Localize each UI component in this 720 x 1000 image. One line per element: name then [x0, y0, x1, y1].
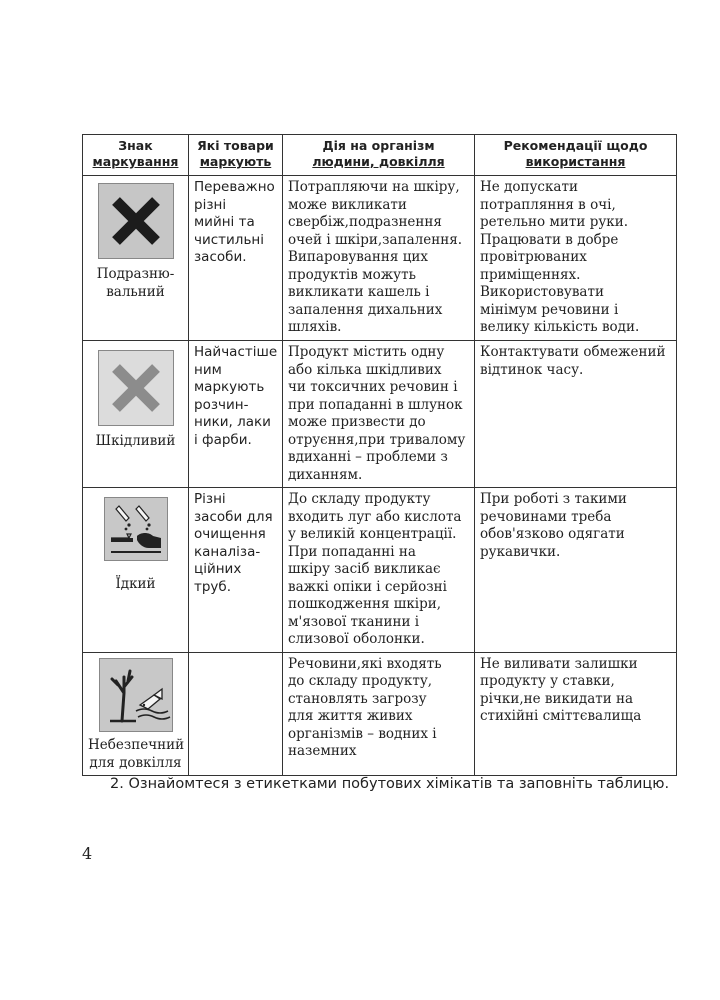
goods-line: різні [194, 196, 227, 213]
goods-line: Переважно [194, 179, 275, 195]
recommendation-line: Не допускати [480, 179, 578, 195]
effect-line: пошкодження шкіри, [288, 596, 442, 612]
recommendation-cell [475, 488, 677, 653]
header-effect-line1: Дія на організм [322, 138, 435, 153]
corrosive-icon [104, 497, 168, 561]
header-effect [283, 135, 475, 176]
effect-line: запалення дихальних [288, 301, 443, 318]
header-recommendation-line1: Рекомендації щодо [503, 138, 648, 153]
goods-line: маркують [194, 379, 265, 395]
goods-line: Найчастіше [194, 344, 278, 360]
recommendation-cell [475, 176, 677, 341]
header-goods-line2: маркують [199, 154, 272, 169]
sign-label-line: Небезпечний [88, 736, 185, 753]
recommendation-cell [475, 652, 677, 775]
effect-cell [283, 176, 475, 341]
effect-line: шляхів. [288, 319, 342, 335]
recommendation-line: велику кількість води. [480, 319, 640, 335]
recommendation-line: мінімум речовини і [480, 301, 619, 318]
goods-line: ним [194, 361, 222, 378]
effect-line: може призвести до [288, 414, 426, 430]
page-number: 4 [82, 844, 93, 863]
goods-cell [189, 341, 283, 488]
effect-line: викликати кашель і [288, 284, 430, 300]
hazard-labels-table [82, 134, 677, 776]
goods-cell [189, 488, 283, 653]
recommendation-line: ретельно мити руки. [480, 214, 628, 230]
effect-line: продуктів можуть [288, 266, 416, 283]
goods-cell [189, 652, 283, 775]
table-row [83, 176, 677, 341]
recommendation-line: Не виливати залишки [480, 655, 638, 672]
recommendation-line: Працювати в добре [480, 231, 619, 248]
recommendation-line: продукту у ставки, [480, 673, 615, 689]
goods-line: ційних [194, 561, 242, 577]
goods-line: засоби. [194, 249, 247, 265]
sign-cell [83, 488, 189, 653]
effect-line: важкі опіки і серйозні [288, 578, 447, 595]
sign-label-line: вальний [106, 284, 165, 300]
header-goods [189, 135, 283, 176]
sign-label-line: Подразню- [96, 266, 175, 282]
effect-line: може викликати [288, 196, 407, 213]
effect-line: чи токсичних речовин і [288, 379, 458, 395]
effect-line: для життя живих [288, 708, 413, 724]
table-header-row [83, 135, 677, 176]
task-caption: 2. Ознайомтеся з етикетками побутових хімікатів та заповніть таблицю. [110, 776, 670, 792]
header-sign [83, 135, 189, 176]
environment-hazard-icon [99, 658, 173, 732]
recommendation-line: потрапляння в очі, [480, 196, 616, 213]
recommendation-line: рукавички. [480, 543, 561, 560]
header-recommendation [475, 135, 677, 176]
effect-line: Продукт містить одну [288, 344, 445, 360]
effect-line: Речовини,які входять [288, 655, 442, 672]
effect-line: м'язової тканини і [288, 613, 420, 630]
header-sign-line1: Знак [118, 138, 153, 153]
effect-line: диханням. [288, 466, 363, 483]
effect-line: наземних [288, 743, 357, 759]
recommendation-line: Контактувати обмежений [480, 344, 666, 360]
goods-line: ники, лаки [194, 414, 271, 430]
goods-line: чистильні [194, 231, 264, 248]
effect-line: у великій концентрації. [288, 526, 457, 542]
header-recommendation-line2: використання [525, 154, 626, 169]
effect-line: Потрапляючи на шкіру, [288, 179, 460, 195]
sign-cell [83, 176, 189, 341]
goods-line: очищення [194, 526, 266, 542]
effect-line: отруєння,при тривалому [288, 431, 466, 448]
recommendation-line: річки,не викидати на [480, 690, 634, 707]
effect-line: шкіру засіб викликає [288, 561, 441, 577]
recommendation-line: приміщеннях. [480, 266, 581, 283]
effect-cell [283, 341, 475, 488]
recommendation-line: провітрюваних [480, 249, 587, 265]
effect-line: При попаданні на [288, 543, 416, 560]
effect-line: очей і шкіри,запалення. [288, 231, 463, 248]
effect-line: вдиханні – проблеми з [288, 449, 448, 465]
harmful-x-icon [98, 350, 174, 426]
sign-cell [83, 652, 189, 775]
goods-line: Різні [194, 491, 226, 507]
table-row [83, 488, 677, 653]
goods-line: і фарби. [194, 431, 252, 448]
sign-label-line: для довкілля [89, 754, 182, 771]
effect-line: До складу продукту [288, 491, 431, 507]
irritant-x-icon [98, 183, 174, 259]
effect-line: входить луг або кислота [288, 508, 462, 525]
sign-label-line: Їдкий [115, 576, 156, 592]
recommendation-line: При роботі з такими [480, 491, 627, 507]
effect-line: свербіж,подразнення [288, 214, 442, 230]
goods-line: труб. [194, 578, 232, 595]
effect-line: при попаданні в шлунок [288, 396, 463, 413]
goods-line: мийні та [194, 214, 255, 230]
recommendation-line: Використовувати [480, 284, 604, 300]
effect-line: до складу продукту, [288, 673, 433, 689]
effect-line: або кілька шкідливих [288, 361, 442, 378]
header-goods-line1: Які товари [197, 138, 274, 153]
effect-line: слизової оболонки. [288, 631, 425, 647]
recommendation-cell [475, 341, 677, 488]
header-effect-line2: людини, довкілля [312, 154, 445, 169]
effect-line: організмів – водних і [288, 725, 437, 742]
header-sign-line2: маркування [92, 154, 179, 169]
table-row [83, 341, 677, 488]
effect-cell [283, 652, 475, 775]
goods-line: засоби для [194, 508, 273, 525]
recommendation-line: стихійні сміттєвалища [480, 708, 642, 724]
recommendation-line: речовинами треба [480, 508, 612, 525]
sign-cell [83, 341, 189, 488]
goods-line: розчин- [194, 396, 249, 413]
sign-label-line: Шкідливий [95, 433, 176, 449]
recommendation-line: обов'язково одягати [480, 526, 625, 542]
goods-line: каналіза- [194, 543, 261, 560]
table-row [83, 652, 677, 775]
effect-cell [283, 488, 475, 653]
recommendation-line: відтинок часу. [480, 361, 584, 378]
effect-line: Випаровування цих [288, 249, 429, 265]
effect-line: становлять загрозу [288, 690, 427, 707]
goods-cell [189, 176, 283, 341]
